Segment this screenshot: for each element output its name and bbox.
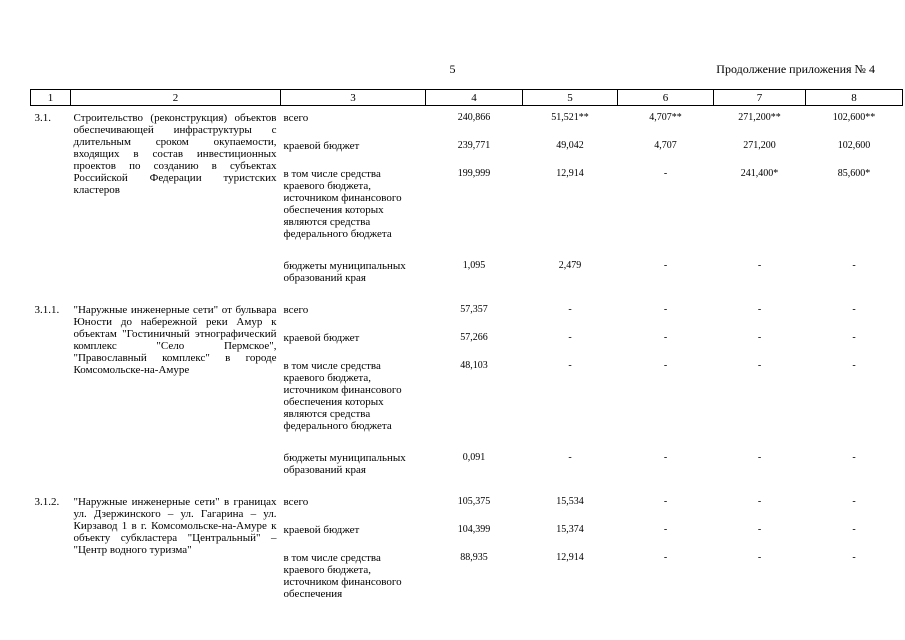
value-cell: 57,357 bbox=[460, 304, 488, 315]
funding-source: всего bbox=[283, 112, 309, 124]
value-cell: 4,707** bbox=[649, 112, 682, 123]
column-header: 4 bbox=[426, 90, 523, 106]
value-cell: - bbox=[568, 452, 572, 463]
item-code: 3.1. bbox=[34, 112, 51, 124]
funding-source: в том числе средства краевого бюджета, источником финансового обеспечения которых являются средства федерального бюджета bbox=[283, 360, 402, 432]
value-cell: 49,042 bbox=[556, 140, 584, 151]
value-cell: - bbox=[663, 496, 668, 507]
funding-source: краевой бюджет bbox=[283, 332, 360, 344]
table-row bbox=[31, 494, 903, 522]
value-cell: - bbox=[663, 304, 668, 315]
value-cell: 15,534 bbox=[556, 496, 584, 507]
value-cell: - bbox=[757, 524, 762, 535]
item-name: Строительство (реконструкция) объектов обеспечивающей инфраструктуры с длительным сроком окупаемости, входящих в состав инвестиционных проектов по созданию в субъектах Российской Федерации туристских кластеров bbox=[73, 112, 277, 196]
value-cell: - bbox=[757, 360, 762, 371]
item-code: 3.1.1. bbox=[34, 304, 60, 316]
value-cell: 12,914 bbox=[556, 552, 584, 563]
value-cell: 199,999 bbox=[457, 168, 491, 179]
column-header: 2 bbox=[71, 90, 281, 106]
value-cell: 240,866 bbox=[457, 112, 491, 123]
page-number: 5 bbox=[449, 62, 456, 76]
value-cell: - bbox=[663, 452, 668, 463]
value-cell: 4,707 bbox=[654, 140, 677, 151]
value-cell: - bbox=[663, 168, 668, 179]
value-cell: - bbox=[852, 260, 856, 271]
value-cell: - bbox=[757, 452, 762, 463]
value-cell: 51,521** bbox=[551, 112, 589, 123]
data-table bbox=[30, 89, 903, 600]
column-header: 7 bbox=[714, 90, 806, 106]
value-cell: 239,771 bbox=[457, 140, 491, 151]
funding-source: бюджеты муниципальных образований края bbox=[283, 452, 406, 476]
value-cell: - bbox=[663, 552, 668, 563]
table-row bbox=[31, 106, 903, 139]
continuation-label: Продолжение приложения № 4 bbox=[716, 62, 875, 76]
value-cell: 271,200** bbox=[738, 112, 781, 123]
item-code: 3.1.2. bbox=[34, 496, 60, 508]
value-cell: 48,103 bbox=[460, 360, 488, 371]
value-cell: - bbox=[852, 304, 856, 315]
value-cell: - bbox=[852, 332, 856, 343]
value-cell: 88,935 bbox=[460, 552, 488, 563]
value-cell: - bbox=[568, 332, 572, 343]
value-cell: 104,399 bbox=[457, 524, 491, 535]
value-cell: 1,095 bbox=[462, 260, 486, 271]
value-cell: - bbox=[852, 552, 856, 563]
value-cell: - bbox=[757, 260, 762, 271]
value-cell: 102,600 bbox=[837, 140, 871, 151]
column-header: 1 bbox=[31, 90, 71, 106]
value-cell: 241,400* bbox=[740, 168, 779, 179]
value-cell: 102,600** bbox=[832, 112, 876, 123]
table-header-row bbox=[31, 90, 903, 106]
funding-source: бюджеты муниципальных образований края bbox=[283, 260, 406, 284]
column-header: 3 bbox=[281, 90, 426, 106]
value-cell: 2,479 bbox=[558, 260, 582, 271]
value-cell: 12,914 bbox=[556, 168, 584, 179]
value-cell: 271,200 bbox=[743, 140, 776, 151]
column-header: 6 bbox=[618, 90, 714, 106]
value-cell: - bbox=[663, 332, 668, 343]
value-cell: - bbox=[852, 496, 856, 507]
item-name: "Наружные инженерные сети" в границах ул. Дзержинского – ул. Гагарина – ул. Кирзавод 1 в г. Комсомольске-на-Амуре к объекту субкластера "Центральный" – "Центр водного туризма" bbox=[73, 496, 277, 556]
funding-source: всего bbox=[283, 304, 309, 316]
value-cell: 15,374 bbox=[556, 524, 584, 535]
funding-source: всего bbox=[283, 496, 309, 508]
column-header: 8 bbox=[806, 90, 903, 106]
value-cell: - bbox=[852, 360, 856, 371]
funding-source: краевой бюджет bbox=[283, 524, 360, 536]
value-cell: 105,375 bbox=[457, 496, 491, 507]
value-cell: - bbox=[757, 496, 762, 507]
value-cell: - bbox=[663, 524, 668, 535]
value-cell: - bbox=[757, 552, 762, 563]
funding-source: краевой бюджет bbox=[283, 140, 360, 152]
value-cell: 0,091 bbox=[462, 452, 486, 463]
value-cell: - bbox=[757, 304, 762, 315]
funding-source: в том числе средства краевого бюджета, источником финансового обеспечения которых являются средства федерального бюджета bbox=[283, 168, 402, 240]
funding-source: в том числе средства краевого бюджета, источником финансового обеспечения bbox=[283, 552, 402, 600]
column-header: 5 bbox=[523, 90, 618, 106]
value-cell: - bbox=[663, 260, 668, 271]
value-cell: 85,600* bbox=[837, 168, 871, 179]
value-cell: - bbox=[663, 360, 668, 371]
value-cell: 57,266 bbox=[460, 332, 488, 343]
item-name: "Наружные инженерные сети" от бульвара Юности до набережной реки Амур к объектам "Гостиничный этнографический комплекс "Село Пермское", "Православный комплекс" в городе Комсомольске-на-Амуре bbox=[73, 304, 277, 376]
value-cell: - bbox=[852, 452, 856, 463]
table-row bbox=[31, 302, 903, 330]
value-cell: - bbox=[852, 524, 856, 535]
value-cell: - bbox=[568, 304, 572, 315]
value-cell: - bbox=[568, 360, 572, 371]
value-cell: - bbox=[757, 332, 762, 343]
